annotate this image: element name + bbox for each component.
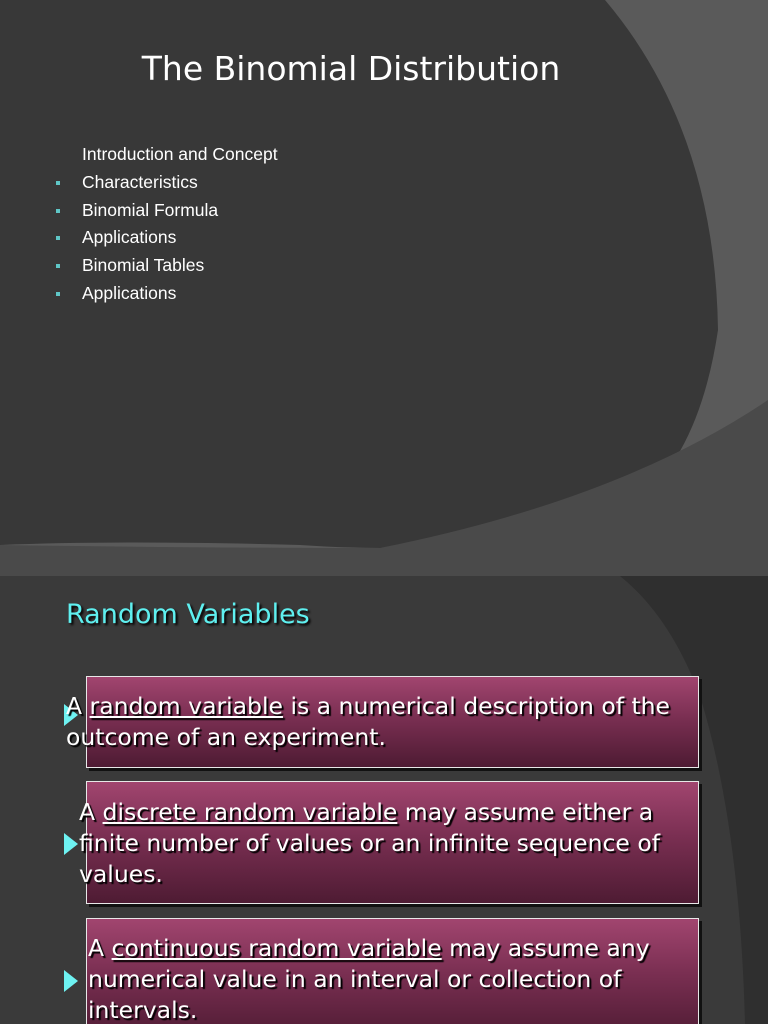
- bullet-icon: [56, 236, 60, 240]
- arrow-bullet-icon: [64, 970, 78, 992]
- key-term: random variable: [89, 692, 283, 720]
- slide-2: [0, 576, 768, 1024]
- definition-line: A continuous random variable may assume any: [88, 934, 650, 962]
- list-item: Introduction and Concept: [82, 144, 278, 164]
- topic-list: [56, 141, 278, 308]
- definition-line: numerical value in an interval or collection of: [88, 965, 622, 993]
- definition-line: finite number of values or an infinite sequence of: [79, 829, 661, 857]
- list-item: Characteristics: [56, 169, 278, 197]
- definition-line: outcome of an experiment.: [66, 723, 386, 751]
- slide-title: The Binomial Distribution: [141, 49, 561, 88]
- bullet-icon: [56, 209, 60, 213]
- definition-line: A discrete random variable may assume either a: [79, 798, 654, 826]
- definition-line: intervals.: [88, 996, 198, 1024]
- list-item: Applications: [56, 224, 278, 252]
- bullet-icon: [56, 264, 60, 268]
- definition-line: values.: [79, 860, 163, 888]
- list-item: Binomial Tables: [56, 252, 278, 280]
- key-term: continuous random variable: [111, 934, 442, 962]
- key-term: discrete random variable: [102, 798, 398, 826]
- bullet-icon: [56, 292, 60, 296]
- definition-line: A random variable is a numerical description of the: [66, 692, 671, 720]
- bullet-icon: [56, 181, 60, 185]
- list-item: Applications: [56, 280, 278, 308]
- list-item: Binomial Formula: [56, 197, 278, 225]
- arrow-bullet-icon: [64, 833, 78, 855]
- slide-title: Random Variables: [66, 599, 310, 630]
